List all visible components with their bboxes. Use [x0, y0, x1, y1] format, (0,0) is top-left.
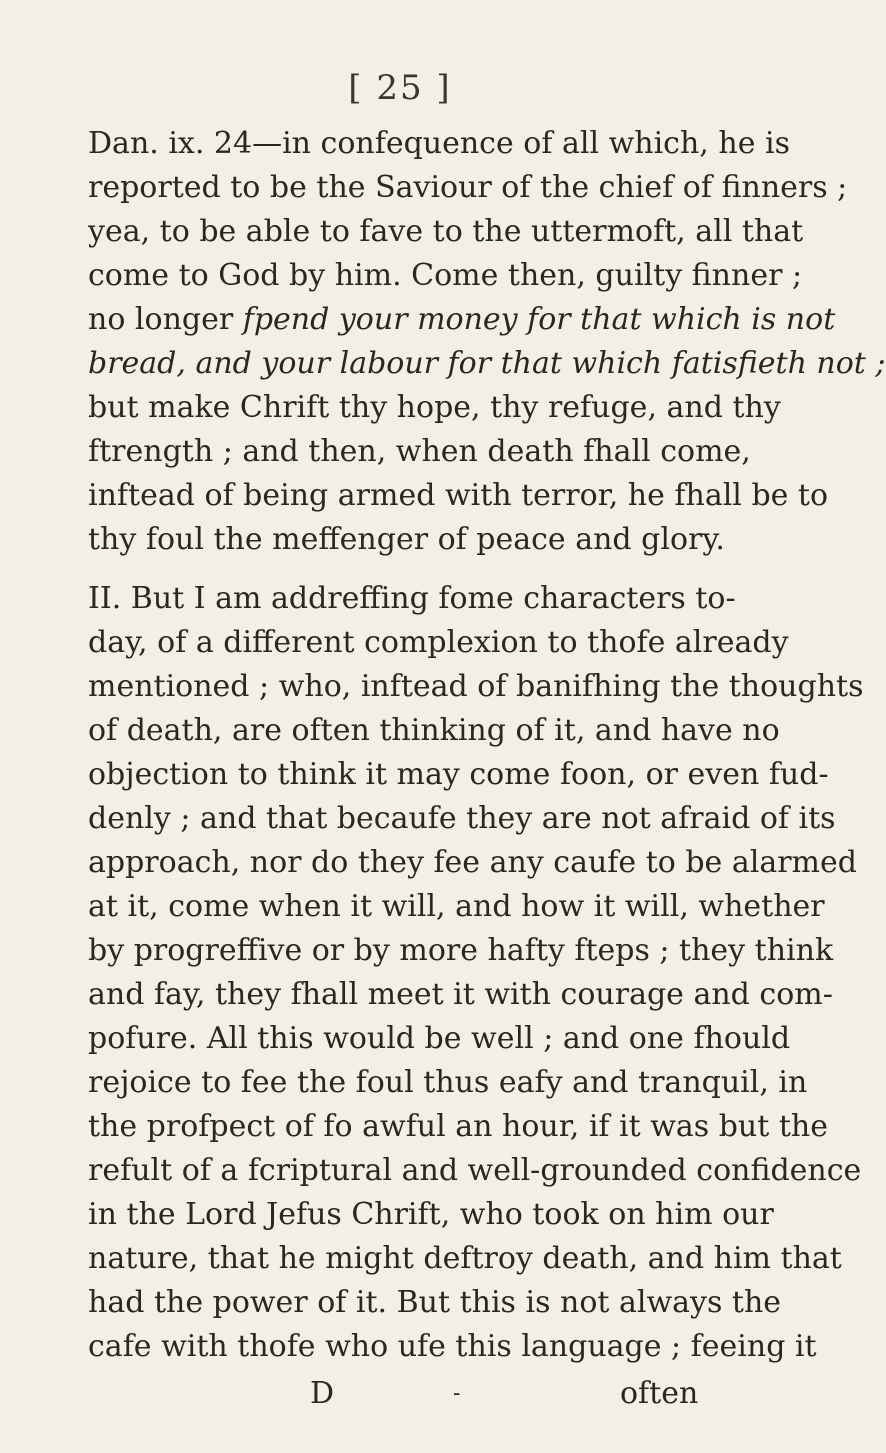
text-line: [88, 1281, 782, 1325]
text-line: [88, 474, 829, 518]
text-run: yea, to be able to fave to the uttermoft, all that: [88, 214, 804, 249]
text-line: [88, 1105, 828, 1149]
text-run: cafe with thofe who ufe this language ; feeing it: [88, 1329, 817, 1364]
text-run: denly ; and that becaufe they are not afraid of its: [88, 801, 836, 836]
text-line: [88, 797, 836, 841]
text-run: approach, nor do they fee any caufe to be alarmed: [88, 845, 857, 880]
text-run: pofure. All this would be well ; and one fhould: [88, 1021, 791, 1056]
text-line: [88, 841, 857, 885]
text-line: [88, 929, 834, 973]
signature-mark: D: [310, 1376, 335, 1411]
text-run: inftead of being armed with terror, he fhall be to: [88, 478, 829, 513]
text-line: [88, 166, 848, 210]
text-run: rejoice to fee the foul thus eafy and tranquil, in: [88, 1065, 808, 1100]
italic-text: bread, and your labour for that which fatisfieth not ;: [88, 346, 886, 381]
text-run: day, of a different complexion to thofe already: [88, 625, 789, 660]
text-run: of death, are often thinking of it, and have no: [88, 713, 780, 748]
text-run: ftrength ; and then, when death fhall come,: [88, 434, 751, 469]
text-line: [88, 430, 751, 474]
text-run: had the power of it. But this is not always the: [88, 1285, 782, 1320]
text-run: at it, come when it will, and how it will, whether: [88, 889, 825, 924]
text-line: [88, 1325, 817, 1369]
text-line: [88, 122, 790, 166]
text-run: no longer: [88, 302, 243, 337]
text-run: thy foul the meffenger of peace and glory.: [88, 522, 725, 557]
text-line: [88, 973, 833, 1017]
text-run: mentioned ; who, inftead of banifhing the thoughts: [88, 669, 864, 704]
text-line: [88, 885, 825, 929]
text-line: [88, 342, 886, 386]
text-line: [88, 254, 803, 298]
text-line: [88, 1061, 808, 1105]
text-run: by progreffive or by more hafty fteps ; they think: [88, 933, 834, 968]
text-line: [88, 210, 804, 254]
text-line: [88, 298, 836, 342]
text-run: objection to think it may come foon, or even fud-: [88, 757, 829, 792]
text-line: [88, 1017, 791, 1061]
italic-text: fpend your money for that which is not: [242, 302, 836, 337]
text-line: [88, 665, 864, 709]
text-line: [88, 577, 736, 621]
text-run: and fay, they fhall meet it with courage and com-: [88, 977, 833, 1012]
text-run: reported to be the Saviour of the chief of finners ;: [88, 170, 848, 205]
text-run: refult of a fcriptural and well-grounded confidence: [88, 1153, 862, 1188]
text-run: in the Lord Jefus Chrift, who took on him our: [88, 1197, 774, 1232]
text-line: [88, 1193, 774, 1237]
text-line: [88, 1237, 842, 1281]
catchword: often: [620, 1376, 699, 1411]
text-run: Dan. ix. 24—in confequence of all which, he is: [88, 126, 790, 161]
text-run: the profpect of fo awful an hour, if it was but the: [88, 1109, 828, 1144]
text-run: II. But I am addreffing fome characters to-: [88, 581, 736, 616]
footer-dash: -: [453, 1381, 461, 1406]
text-line: [88, 518, 725, 562]
text-line: [88, 753, 829, 797]
page-number: [ 25 ]: [348, 68, 452, 108]
text-line: [88, 1149, 862, 1193]
text-run: but make Chrift thy hope, thy refuge, and thy: [88, 390, 781, 425]
text-run: nature, that he might deftroy death, and him that: [88, 1241, 842, 1276]
text-line: [88, 386, 781, 430]
text-run: come to God by him. Come then, guilty finner ;: [88, 258, 803, 293]
text-line: [88, 709, 780, 753]
text-line: [88, 621, 789, 665]
